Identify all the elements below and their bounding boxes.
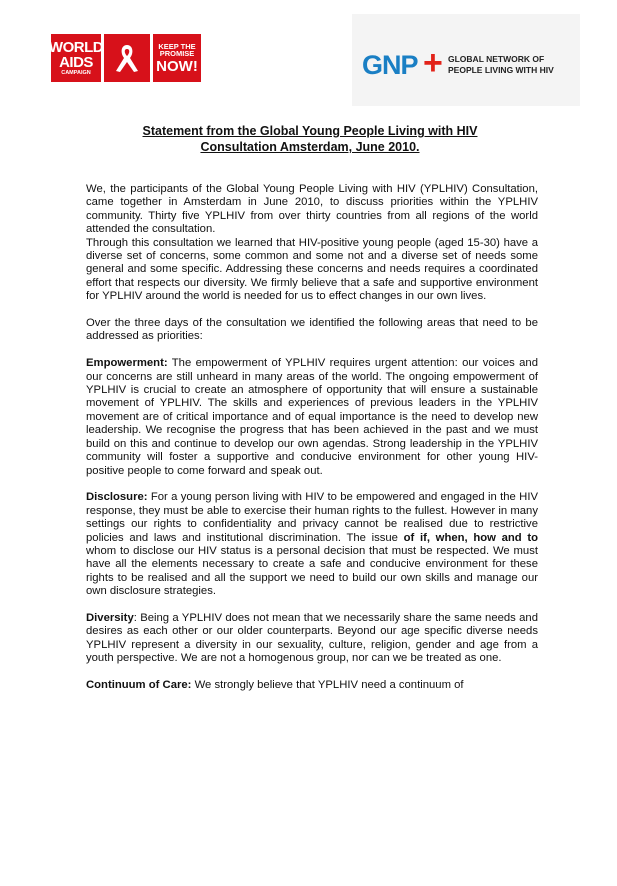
empowerment-text: The empowerment of YPLHIV requires urgent attention: our voices and our concerns are still unheard in many areas of the world. The ongoing empowerment of YPLHIV is crucial to create an atmosphere of opportunity that will ensure a sustainable movement of YPLHIV. The skills and experiences of previous leaders in the YPLHIV movement are of critical importance and of equal importance is the need to develop new leadership. We recognise the progress that has been achieved in the past and we must build on this and continue to develop our own agendas. Strong leadership in the YPLHIV community will foster a supportive and conducive environment for other young HIV-positive people to come forward and speak out. bbox=[86, 357, 538, 477]
section-disclosure bbox=[86, 491, 538, 598]
paragraph-consultation: Through this consultation we learned that HIV-positive young people (aged 15-30) have a diverse set of concerns, some common and some not and a diverse set of needs some general and some specific. Addressing these concerns and needs requires a coordinated effort that respects our diversity. We firmly believe that a safe and supportive environment for YPLHIV around the world is needed for us to effect changes in our own lives. bbox=[86, 236, 538, 303]
gnp-name-line1: GLOBAL NETWORK OF bbox=[448, 54, 545, 64]
continuum-heading: Continuum of Care: bbox=[86, 678, 192, 691]
section-empowerment bbox=[86, 357, 538, 478]
gnp-wordmark: GNP bbox=[362, 50, 418, 80]
wac-line1: WORLD bbox=[48, 38, 104, 56]
gnp-name-line2: PEOPLE LIVING WITH HIV bbox=[448, 65, 554, 75]
campaign-logos bbox=[48, 34, 201, 82]
title-line2: Consultation Amsterdam, June 2010. bbox=[200, 140, 420, 154]
ribbon-icon bbox=[110, 41, 144, 75]
wac-line2: AIDS bbox=[59, 53, 93, 71]
diversity-text: : Being a YPLHIV does not mean that we necessarily share the same needs and desires as each other or our older counterparts. Beyond our age specific diverse needs YPLHIV represent a diversity in our sexuality, culture, religion, gender and age from a youth perspective. We are not a homogenous group, nor can we be treated as one. bbox=[86, 611, 538, 665]
paragraph-priorities: Over the three days of the consultation we identified the following areas that need to be addressed as priorities: bbox=[86, 317, 538, 343]
document-body bbox=[86, 183, 538, 692]
ktp-line1: KEEP THE bbox=[158, 41, 196, 51]
disclosure-text-b: whom to disclose our HIV status is a personal decision that must be respected. We must have all the elements necessary to create a safe and conducive environment for these rights to be realised and all the support we need to build our own skills and manage our own disclosure strategies. bbox=[86, 544, 538, 598]
world-aids-campaign-logo bbox=[48, 34, 104, 82]
empowerment-heading: Empowerment: bbox=[86, 357, 168, 370]
diversity-heading: Diversity bbox=[86, 611, 134, 624]
ktp-line3: NOW! bbox=[156, 57, 198, 75]
gnp-org-name bbox=[448, 54, 554, 76]
section-continuum bbox=[86, 679, 538, 692]
disclosure-bold-phrase: of if, when, how and to bbox=[403, 531, 538, 544]
title-line1: Statement from the Global Young People Living with HIV bbox=[142, 124, 478, 138]
gnp-plus-sign: + bbox=[423, 44, 443, 82]
red-ribbon-logo bbox=[104, 34, 150, 82]
disclosure-heading: Disclosure: bbox=[86, 491, 148, 504]
document-title bbox=[70, 123, 550, 155]
disclosure-text-a: For a young person living with HIV to be empowered and engaged in the HIV response, they must be able to exercise their human rights to the fullest. However in many settings our rights to confidentiality and privacy cannot be realised due to restrictive policies and laws and institutional discrimination. The issue bbox=[86, 491, 538, 544]
paragraph-intro: We, the participants of the Global Young People Living with HIV (YPLHIV) Consultation, came together in Amsterdam in June 2010, to discuss priorities within the YPLHIV community. Thirty five YPLHIV from over thirty countries from all regions of the world attended the consultation. bbox=[86, 183, 538, 236]
gnp-plus-logo bbox=[352, 14, 580, 106]
section-diversity bbox=[86, 612, 538, 666]
ktp-line2: PROMISE bbox=[159, 49, 195, 58]
keep-the-promise-logo bbox=[153, 34, 201, 82]
wac-line3: CAMPAIGN bbox=[61, 69, 91, 76]
continuum-text: We strongly believe that YPLHIV need a continuum of bbox=[191, 678, 464, 691]
